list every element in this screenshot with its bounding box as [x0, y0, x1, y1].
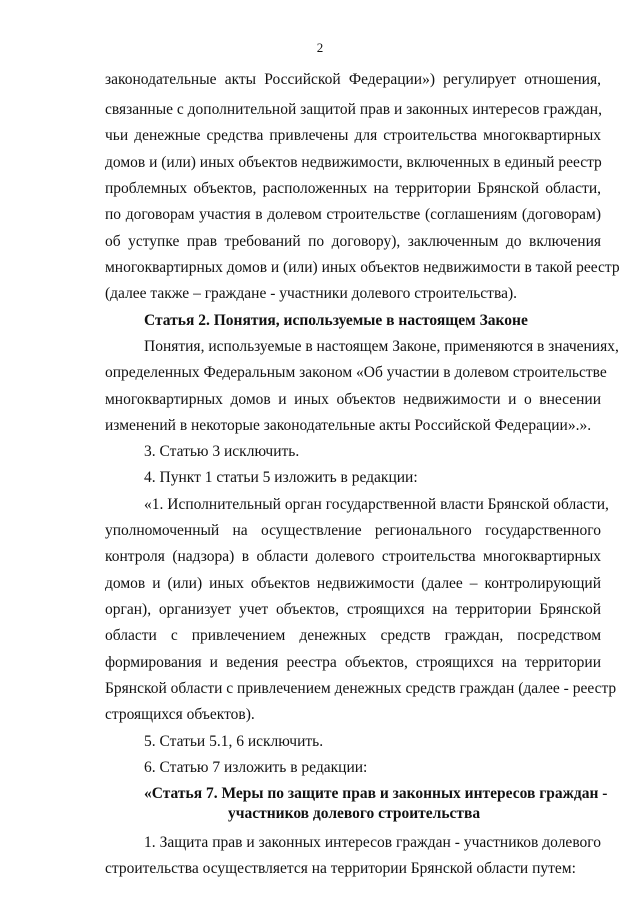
amendment-item: 5. Статьи 5.1, 6 исключить.	[144, 733, 324, 750]
body-line: домов и (или) иных объектов недвижимости (далее – контролирующий	[105, 575, 601, 592]
body-line: области с привлечением денежных средств граждан, посредством	[105, 627, 601, 644]
body-line: строящихся объектов).	[105, 706, 255, 723]
body-line: уполномоченный на осуществление регионального государственного	[105, 522, 601, 539]
body-line: орган), организует учет объектов, строящихся на территории Брянской	[105, 601, 601, 618]
body-line: по договорам участия в долевом строительстве (соглашениям (договорам)	[105, 206, 601, 223]
body-line: многоквартирных домов и иных объектов недвижимости и о внесении	[105, 391, 601, 408]
article-7-heading: «Статья 7. Меры по защите прав и законных интересов граждан -	[144, 785, 608, 802]
amendment-item: 3. Статью 3 исключить.	[144, 443, 300, 460]
body-line: Брянской области с привлечением денежных средств граждан (далее - реестр	[105, 680, 617, 697]
body-line: об уступке прав требований по договору), заключенным до включения	[105, 233, 601, 250]
body-line: строительства осуществляется на территории Брянской области путем:	[105, 860, 576, 877]
amendment-item: 4. Пункт 1 статьи 5 изложить в редакции:	[144, 469, 418, 486]
body-line: 1. Защита прав и законных интересов граждан - участников долевого	[144, 834, 601, 851]
body-line: законодательные акты Российской Федерации») регулирует отношения,	[105, 71, 601, 88]
body-line: формирования и ведения реестра объектов, строящихся на территории	[105, 654, 601, 671]
body-line: домов и (или) иных объектов недвижимости, включенных в единый реестр	[105, 154, 602, 171]
body-line: изменений в некоторые законодательные акты Российской Федерации».».	[105, 417, 592, 434]
body-line: связанные с дополнительной защитой прав и законных интересов граждан,	[105, 101, 602, 118]
body-line: (далее также – граждане - участники долевого строительства).	[105, 285, 517, 302]
body-line: проблемных объектов, расположенных на территории Брянской области,	[105, 180, 601, 197]
body-line: определенных Федеральным законом «Об участии в долевом строительстве	[105, 364, 607, 381]
body-line: Понятия, используемые в настоящем Законе, применяются в значениях,	[144, 338, 619, 355]
amendment-item: 6. Статью 7 изложить в редакции:	[144, 759, 368, 776]
body-line: многоквартирных домов и (или) иных объектов недвижимости в такой реестр	[105, 259, 620, 276]
body-line: контроля (надзора) в области долевого строительства многоквартирных	[105, 548, 601, 565]
body-line: «1. Исполнительный орган государственной власти Брянской области,	[144, 496, 609, 513]
body-line: чьи денежные средства привлечены для строительства многоквартирных	[105, 127, 601, 144]
article-2-heading: Статья 2. Понятия, используемые в настоящем Законе	[144, 312, 528, 329]
page-number: 2	[316, 40, 324, 55]
article-7-heading-cont: участников долевого строительства	[228, 805, 481, 822]
